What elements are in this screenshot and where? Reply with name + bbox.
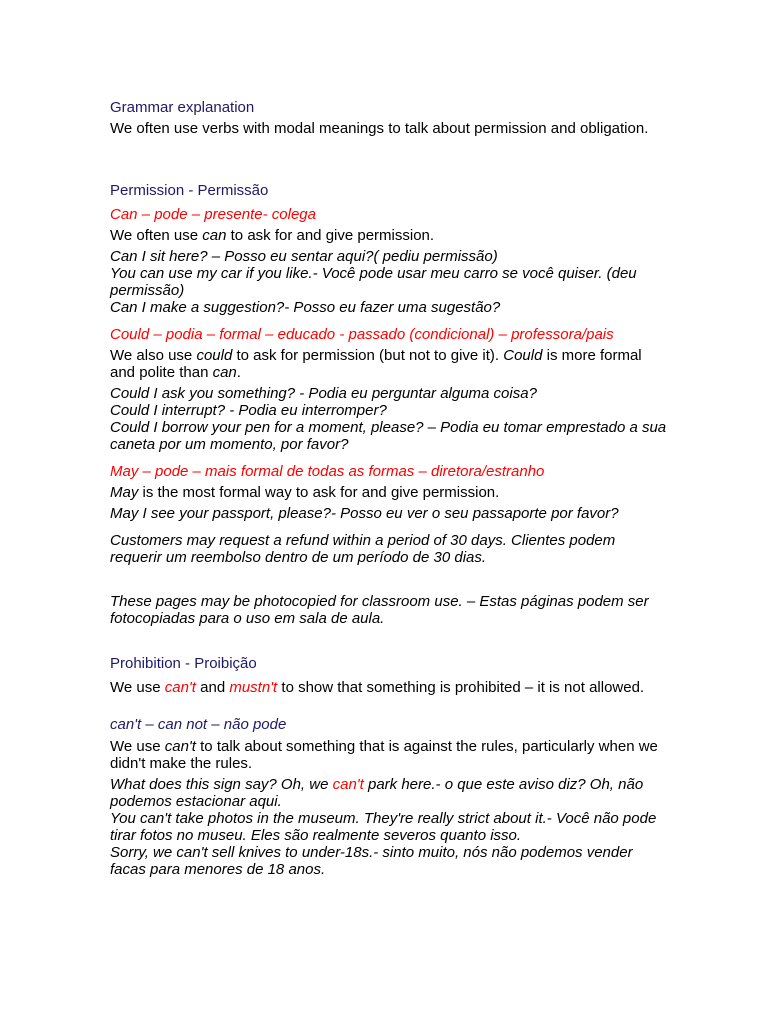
cant-example-3: Sorry, we can't sell knives to under-18s.- sinto muito, nós não podemos vender facas para menores de 18 anos. <box>110 844 633 878</box>
prohibition-heading: Prohibition - Proibição <box>110 655 257 672</box>
cant-examples <box>110 776 670 878</box>
cant-example-1: What does this sign say? Oh, we can't park here.- o que este aviso diz? Oh, não podemos estacionar aqui. <box>110 776 644 810</box>
mustnt-highlight: mustn't <box>229 679 278 696</box>
may-example-1: May I see your passport, please?- Posso eu ver o seu passaporte por favor? <box>110 505 619 522</box>
can-word: can <box>202 227 227 244</box>
permission-heading: Permission - Permissão <box>110 182 269 199</box>
can-example-3: Can I make a suggestion?- Posso eu fazer uma sugestão? <box>110 299 501 316</box>
can-examples <box>110 248 670 316</box>
could-title: Could – podia – formal – educado - passado (condicional) – professora/pais <box>110 326 614 343</box>
grammar-intro: We often use verbs with modal meanings to talk about permission and obligation. <box>110 120 649 137</box>
may-example-2: Customers may request a refund within a period of 30 days. Clientes podem requerir um reembolso dentro de um período de 30 dias. <box>110 532 616 566</box>
could-examples <box>110 385 670 453</box>
could-example-2: Could I interrupt? - Podia eu interromper? <box>110 402 387 419</box>
cant-highlight: can't <box>164 679 196 696</box>
cant-example-2: You can't take photos in the museum. They're really strict about it.- Você não pode tirar fotos no museu. Eles são realmente severos quanto isso. <box>110 810 657 844</box>
could-description: We also use could to ask for permission (but not to give it). Could is more formal and polite than can. <box>110 347 642 381</box>
cant-description: We use can't to talk about something that is against the rules, particularly when we didn't make the rules. <box>110 738 658 772</box>
could-example-1: Could I ask you something? - Podia eu perguntar alguma coisa? <box>110 385 537 402</box>
can-description: We often use can to ask for and give permission. <box>110 227 435 244</box>
grammar-heading: Grammar explanation <box>110 99 255 116</box>
cant-title: can't – can not – não pode <box>110 716 287 733</box>
may-description: May is the most formal way to ask for and give permission. <box>110 484 500 501</box>
can-example-1: Can I sit here? – Posso eu sentar aqui?( pediu permissão) <box>110 248 498 265</box>
could-example-3: Could I borrow your pen for a moment, please? – Podia eu tomar emprestado a sua caneta por um momento, por favor? <box>110 419 667 453</box>
can-example-2: You can use my car if you like.- Você pode usar meu carro se você quiser. (deu permissão) <box>110 265 637 299</box>
can-title: Can – pode – presente- colega <box>110 206 316 223</box>
may-example-3: These pages may be photocopied for classroom use. – Estas páginas podem ser fotocopiadas para o uso em sala de aula. <box>110 593 649 627</box>
prohibition-intro: We use can't and mustn't to show that something is prohibited – it is not allowed. <box>110 679 645 696</box>
may-title: May – pode – mais formal de todas as formas – diretora/estranho <box>110 463 545 480</box>
